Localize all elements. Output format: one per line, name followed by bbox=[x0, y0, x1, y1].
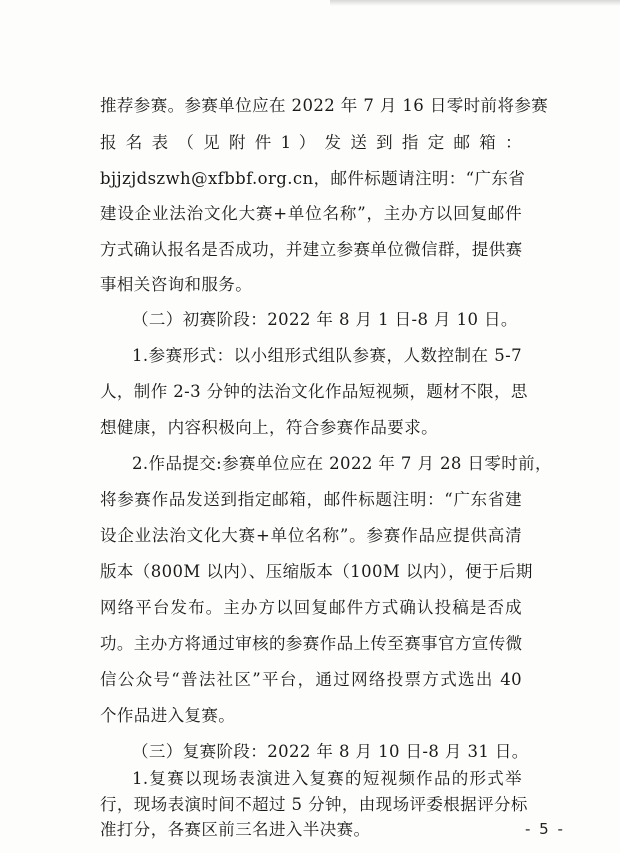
text-line-14: 版本（800M 以内）、压缩版本（100M 以内），便于后期 bbox=[100, 562, 533, 581]
text-line-11: 2.作品提交:参赛单位应在 2022 年 7 月 28 日零时前， bbox=[132, 454, 552, 473]
text-line-20: 1.复赛以现场表演进入复赛的短视频作品的形式举 bbox=[132, 769, 522, 788]
text-line-12: 将参赛作品发送到指定邮箱，邮件标题注明：“广东省建 bbox=[100, 490, 522, 509]
section-heading-preliminary: （二）初赛阶段：2022 年 8 月 1 日-8 月 10 日。 bbox=[132, 310, 518, 329]
text-line-2: 报 名 表 （ 见 附 件 1 ） 发 送 到 指 定 邮 箱 ： bbox=[100, 133, 522, 152]
section-heading-rematch: （三）复赛阶段：2022 年 8 月 10 日-8 月 31 日。 bbox=[132, 742, 529, 761]
text-line-17: 信公众号“普法社区”平台，通过网络投票方式选出 40 bbox=[100, 670, 522, 689]
text-line-6: 事相关咨询和服务。 bbox=[100, 275, 253, 294]
text-line-21: 行，现场表演时间不超过 5 分钟，由现场评委根据评分标 bbox=[100, 795, 528, 814]
text-line-15: 网络平台发布。主办方以回复邮件方式确认投稿是否成 bbox=[100, 598, 522, 617]
text-line-1: 推荐参赛。参赛单位应在 2022 年 7 月 16 日零时前将参赛 bbox=[100, 96, 549, 115]
text-line-4: 建设企业法治文化大赛+单位名称”，主办方以回复邮件 bbox=[100, 204, 522, 223]
text-line-5: 方式确认报名是否成功，并建立参赛单位微信群，提供赛 bbox=[100, 240, 523, 259]
text-line-10: 想健康，内容积极向上，符合参赛作品要求。 bbox=[100, 418, 438, 437]
text-line-9: 人，制作 2-3 分钟的法治文化作品短视频，题材不限，思 bbox=[100, 382, 528, 401]
page-number: - 5 - bbox=[525, 820, 565, 838]
text-line-3: bjjzjdszwh@xfbbf.org.cn，邮件标题请注明：“广东省 bbox=[100, 169, 526, 188]
text-line-8: 1.参赛形式：以小组形式组队参赛，人数控制在 5-7 bbox=[132, 346, 522, 365]
text-line-13: 设企业法治文化大赛+单位名称”。参赛作品应提供高清 bbox=[100, 526, 522, 545]
text-line-18: 个作品进入复赛。 bbox=[100, 706, 236, 725]
scan-edge-shadow bbox=[330, 0, 620, 6]
text-line-16: 功。主办方将通过审核的参赛作品上传至赛事官方宣传微 bbox=[100, 634, 523, 653]
text-line-22: 准打分，各赛区前三名进入半决赛。 bbox=[100, 820, 371, 839]
